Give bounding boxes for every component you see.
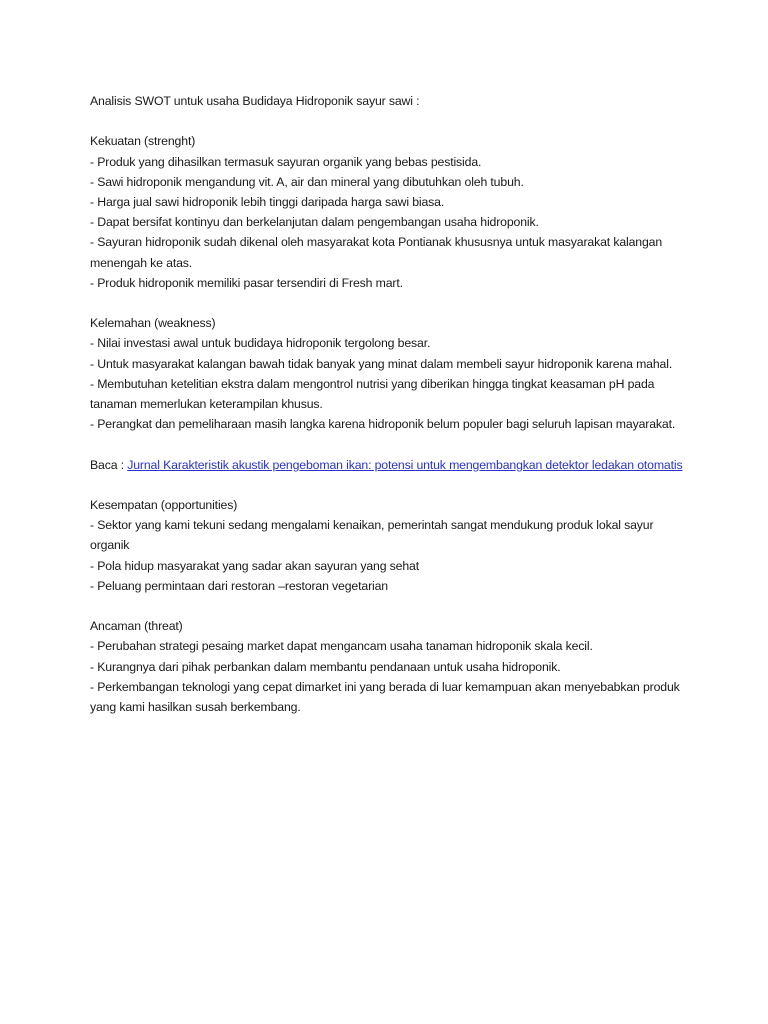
document-page (90, 91, 690, 717)
strength-item: - Produk hidroponik memiliki pasar tersendiri di Fresh mart. (90, 275, 403, 290)
spacer (90, 596, 690, 616)
document-title: Analisis SWOT untuk usaha Budidaya Hidroponik sayur sawi : (90, 94, 420, 108)
read-also-prefix: Baca : (90, 457, 128, 472)
threat-item: - Perubahan strategi pesaing market dapat mengancam usaha tanaman hidroponik skala kecil. (90, 639, 593, 654)
strength-item: - Produk yang dihasilkan termasuk sayuran organik yang bebas pestisida. (90, 154, 482, 169)
weakness-heading: Kelemahan (weakness) (90, 316, 216, 331)
weakness-item: - Perangkat dan pemeliharaan masih langka karena hidroponik belum populer bagi seluruh lapisan mayarakat. (90, 417, 676, 432)
weakness-item: - Membutuhan ketelitian ekstra dalam mengontrol nutrisi yang diberikan hingga tingkat keasaman pH pada tanaman memerlukan keterampilan khusus. (90, 376, 655, 412)
strength-item: - Sawi hidroponik mengandung vit. A, air dan mineral yang dibutuhkan oleh tubuh. (90, 174, 524, 189)
read-also-line (90, 455, 690, 475)
strength-item: - Sayuran hidroponik sudah dikenal oleh masyarakat kota Pontianak khususnya untuk masyarakat kalangan menengah ke atas. (90, 235, 663, 270)
strength-item: - Dapat bersifat kontinyu dan berkelanjutan dalam pengembangan usaha hidroponik. (90, 215, 539, 230)
opportunities-item: - Sektor yang kami tekuni sedang mengalami kenaikan, pemerintah sangat mendukung produk lokal sayur organik (90, 518, 654, 553)
threat-item: - Perkembangan teknologi yang cepat dimarket ini yang berada di luar kemampuan akan menyebabkan produk yang kami hasilkan susah berkembang. (90, 679, 680, 715)
spacer (90, 475, 690, 495)
opportunities-item: - Pola hidup masyarakat yang sadar akan sayuran yang sehat (90, 558, 419, 573)
strength-heading: Kekuatan (strenght) (90, 134, 196, 149)
weakness-item: - Nilai investasi awal untuk budidaya hidroponik tergolong besar. (90, 336, 431, 351)
threat-heading: Ancaman (threat) (90, 619, 183, 634)
opportunities-heading: Kesempatan (opportunities) (90, 498, 238, 512)
opportunities-item: - Peluang permintaan dari restoran –restoran vegetarian (90, 578, 388, 593)
spacer (90, 111, 690, 131)
threat-item: - Kurangnya dari pihak perbankan dalam membantu pendanaan untuk usaha hidroponik. (90, 659, 561, 674)
weakness-item: - Untuk masyarakat kalangan bawah tidak banyak yang minat dalam membeli sayur hidroponik karena mahal. (90, 356, 673, 371)
spacer (90, 434, 690, 454)
spacer (90, 293, 690, 313)
read-also-link[interactable]: Jurnal Karakteristik akustik pengeboman ikan: potensi untuk mengembangkan detektor ledakan otomatis (127, 457, 683, 472)
strength-item: - Harga jual sawi hidroponik lebih tinggi daripada harga sawi biasa. (90, 195, 445, 209)
